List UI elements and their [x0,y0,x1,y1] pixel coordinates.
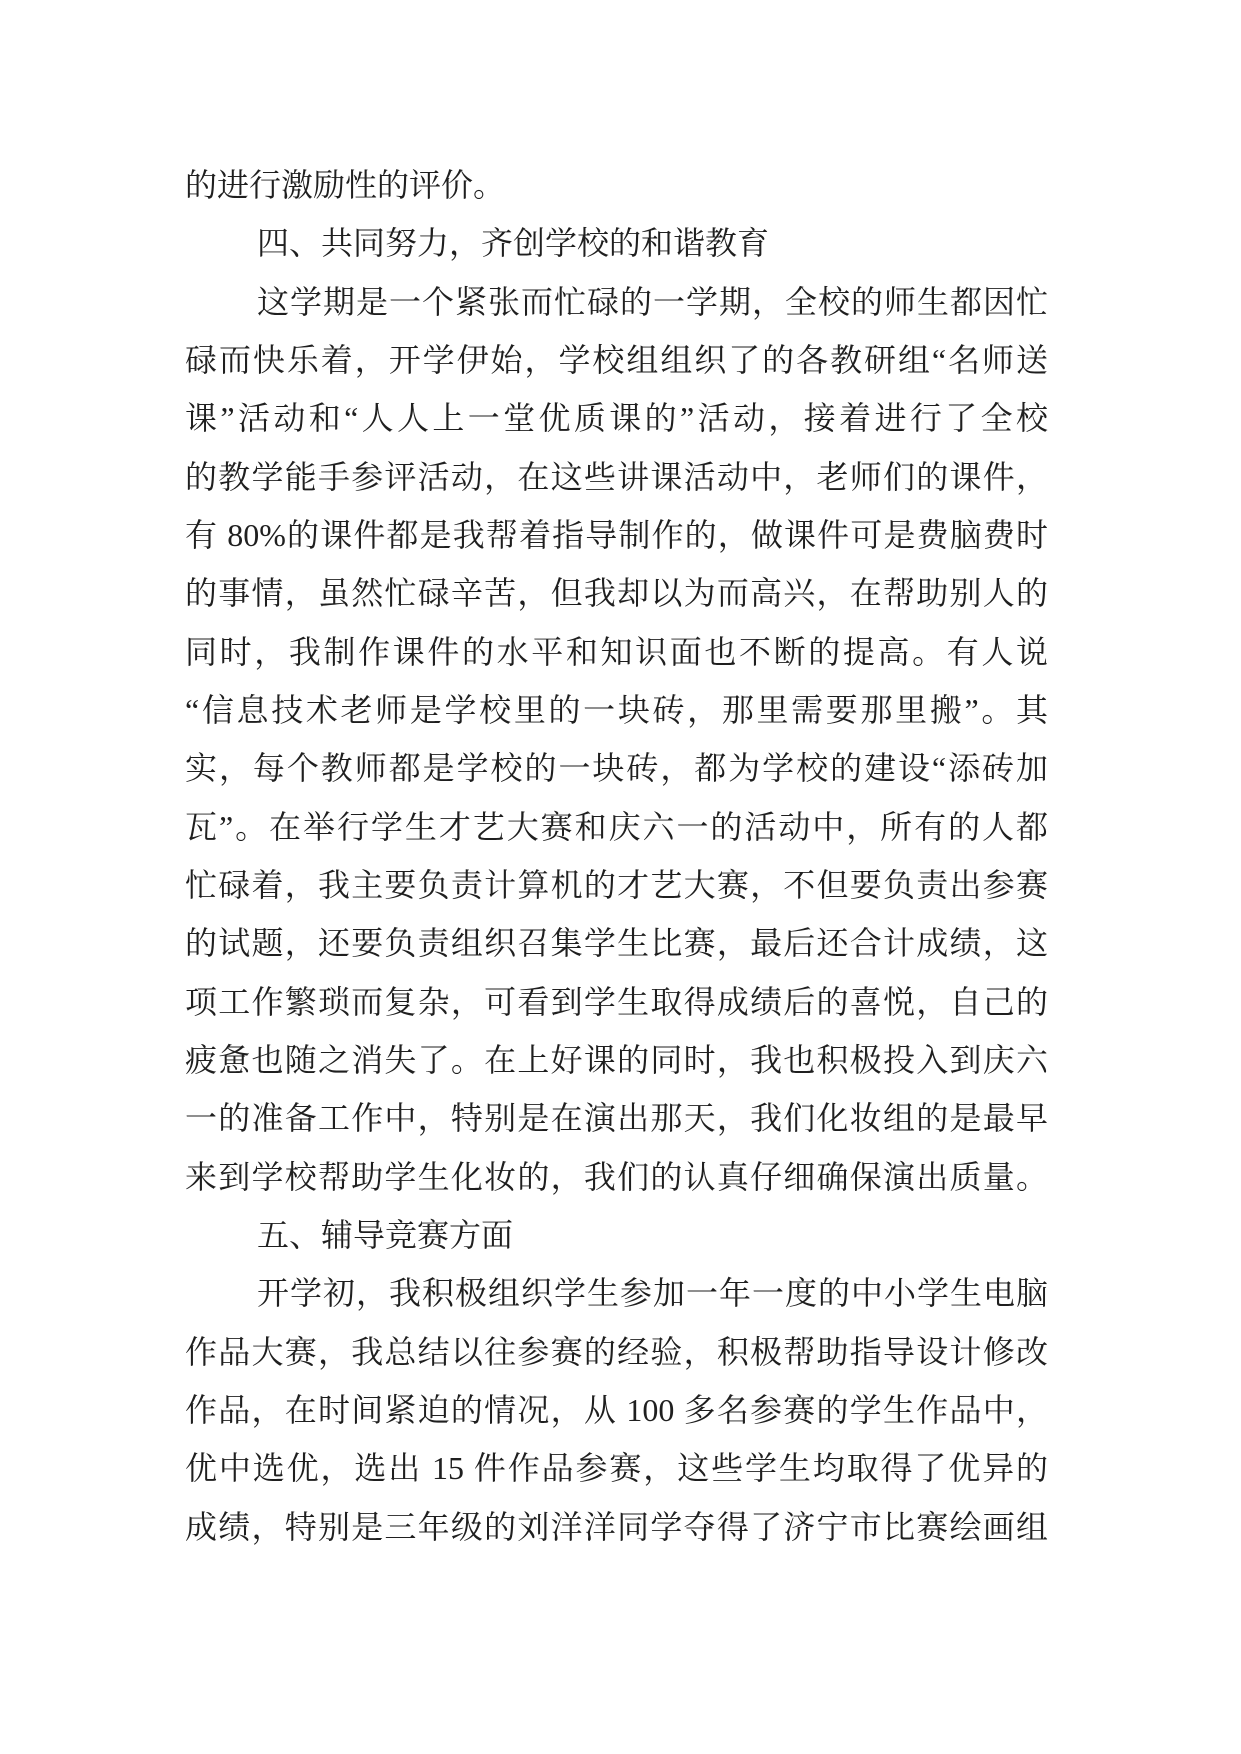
text-line: 这学期是一个紧张而忙碌的一学期，全校的师生都因忙 [257,283,1048,320]
text-line: 一的准备工作中，特别是在演出那天，我们化妆组的是最早 [185,1100,1048,1137]
text-line: 作品，在时间紧迫的情况，从 100 多名参赛的学生作品中， [185,1391,1048,1428]
text-line: 的试题，还要负责组织召集学生比赛，最后还合计成绩，这 [185,925,1048,962]
text-line: 四、共同努力，齐创学校的和谐教育 [257,225,770,262]
text-line: “信息技术老师是学校里的一块砖，那里需要那里搬”。其 [185,691,1048,728]
text-line: 有 80%的课件都是我帮着指导制作的，做课件可是费脑费时 [185,516,1048,553]
text-line: 成绩，特别是三年级的刘洋洋同学夺得了济宁市比赛绘画组 [185,1508,1048,1545]
text-line: 开学初，我积极组织学生参加一年一度的中小学生电脑 [257,1275,1048,1312]
text-line: 疲惫也随之消失了。在上好课的同时，我也积极投入到庆六 [185,1041,1048,1078]
text-line: 实，每个教师都是学校的一块砖，都为学校的建设“添砖加 [185,750,1048,787]
text-line: 五、辅导竞赛方面 [257,1216,514,1253]
text-line: 的事情，虽然忙碌辛苦，但我却以为而高兴，在帮助别人的 [185,575,1048,612]
text-line: 作品大赛，我总结以往参赛的经验，积极帮助指导设计修改 [185,1333,1048,1370]
text-line: 的教学能手参评活动，在这些讲课活动中，老师们的课件， [185,458,1048,495]
text-line: 的进行激励性的评价。 [185,167,506,203]
document-body [185,156,1048,1556]
text-line: 同时，我制作课件的水平和知识面也不断的提高。有人说 [185,633,1048,670]
text-line: 忙碌着，我主要负责计算机的才艺大赛，不但要负责出参赛 [185,866,1048,903]
text-line: 瓦”。在举行学生才艺大赛和庆六一的活动中，所有的人都 [185,808,1048,845]
text-line: 优中选优，选出 15 件作品参赛，这些学生均取得了优异的 [185,1450,1048,1487]
text-line: 项工作繁琐而复杂，可看到学生取得成绩后的喜悦，自己的 [185,983,1048,1020]
text-line: 来到学校帮助学生化妆的，我们的认真仔细确保演出质量。 [185,1158,1048,1195]
text-line: 课”活动和“人人上一堂优质课的”活动，接着进行了全校 [185,400,1048,437]
text-line: 碌而快乐着，开学伊始，学校组组织了的各教研组“名师送 [185,341,1048,378]
